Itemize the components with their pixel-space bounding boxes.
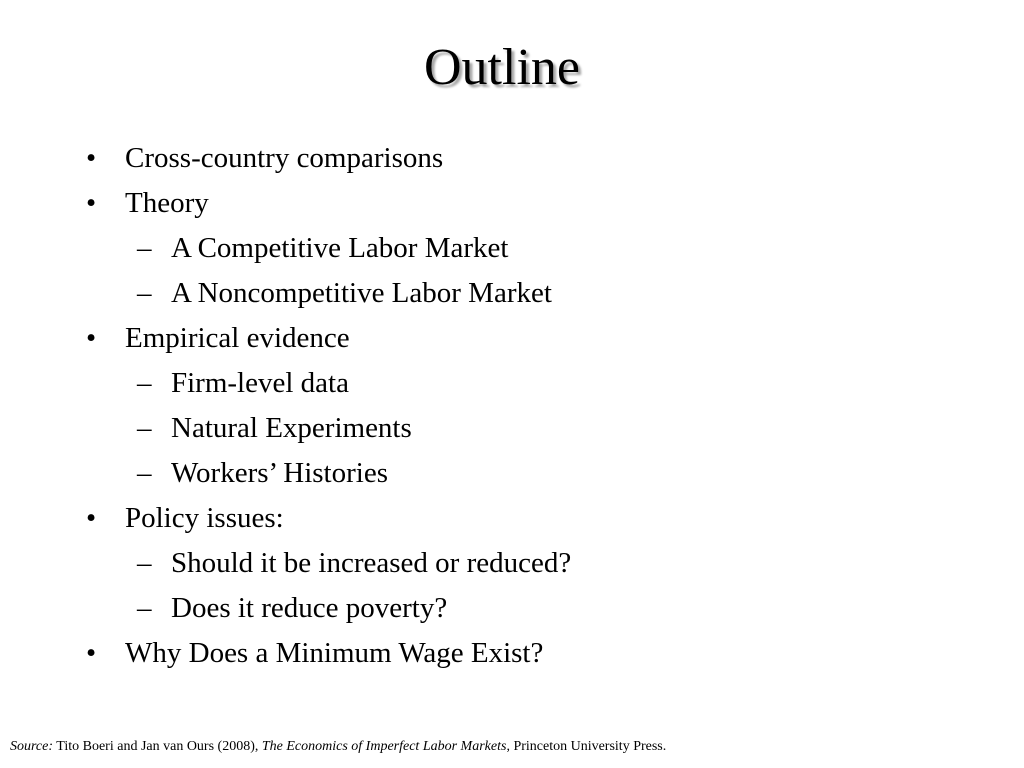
- dash-marker: –: [137, 457, 152, 489]
- bullet-marker: •: [86, 637, 97, 669]
- source-citation: [10, 738, 666, 756]
- bullet-item: [0, 316, 1024, 361]
- sub-bullet-text: Should it be increased or reduced?: [171, 547, 572, 579]
- dash-marker: –: [137, 412, 152, 444]
- sub-bullet-item: [0, 226, 1024, 271]
- bullet-item: [0, 136, 1024, 181]
- bullet-item: [0, 631, 1024, 676]
- slide-title: Outline: [424, 39, 580, 96]
- sub-bullet-text: Firm-level data: [171, 367, 349, 399]
- bullet-text: Empirical evidence: [125, 322, 350, 354]
- sub-bullet-item: [0, 271, 1024, 316]
- bullet-item: [0, 181, 1024, 226]
- source-book-title: The Economics of Imperfect Labor Markets: [261, 739, 507, 754]
- sub-bullet-item: [0, 541, 1024, 586]
- sub-bullet-text: A Competitive Labor Market: [171, 232, 509, 264]
- sub-bullet-text: Natural Experiments: [171, 412, 412, 444]
- dash-marker: –: [137, 547, 152, 579]
- bullet-marker: •: [86, 142, 97, 174]
- bullet-item: [0, 496, 1024, 541]
- dash-marker: –: [137, 592, 152, 624]
- sub-bullet-text: A Noncompetitive Labor Market: [171, 277, 552, 309]
- bullet-marker: •: [86, 502, 97, 534]
- sub-bullet-text: Workers’ Histories: [171, 457, 388, 489]
- dash-marker: –: [137, 367, 152, 399]
- source-label: Source:: [10, 739, 54, 754]
- sub-bullet-item: [0, 586, 1024, 631]
- bullet-text: Theory: [125, 187, 209, 219]
- source-authors: Tito Boeri and Jan van Ours (2008),: [56, 739, 259, 754]
- sub-bullet-text: Does it reduce poverty?: [171, 592, 448, 624]
- sub-bullet-item: [0, 406, 1024, 451]
- outline-list: [0, 136, 1024, 676]
- bullet-text: Policy issues:: [125, 502, 284, 534]
- bullet-marker: •: [86, 322, 97, 354]
- sub-bullet-item: [0, 451, 1024, 496]
- dash-marker: –: [137, 277, 152, 309]
- source-publisher: , Princeton University Press.: [506, 739, 667, 754]
- bullet-marker: •: [86, 187, 97, 219]
- bullet-text: Cross-country comparisons: [125, 142, 444, 174]
- sub-bullet-item: [0, 361, 1024, 406]
- dash-marker: –: [137, 232, 152, 264]
- bullet-text: Why Does a Minimum Wage Exist?: [125, 637, 544, 669]
